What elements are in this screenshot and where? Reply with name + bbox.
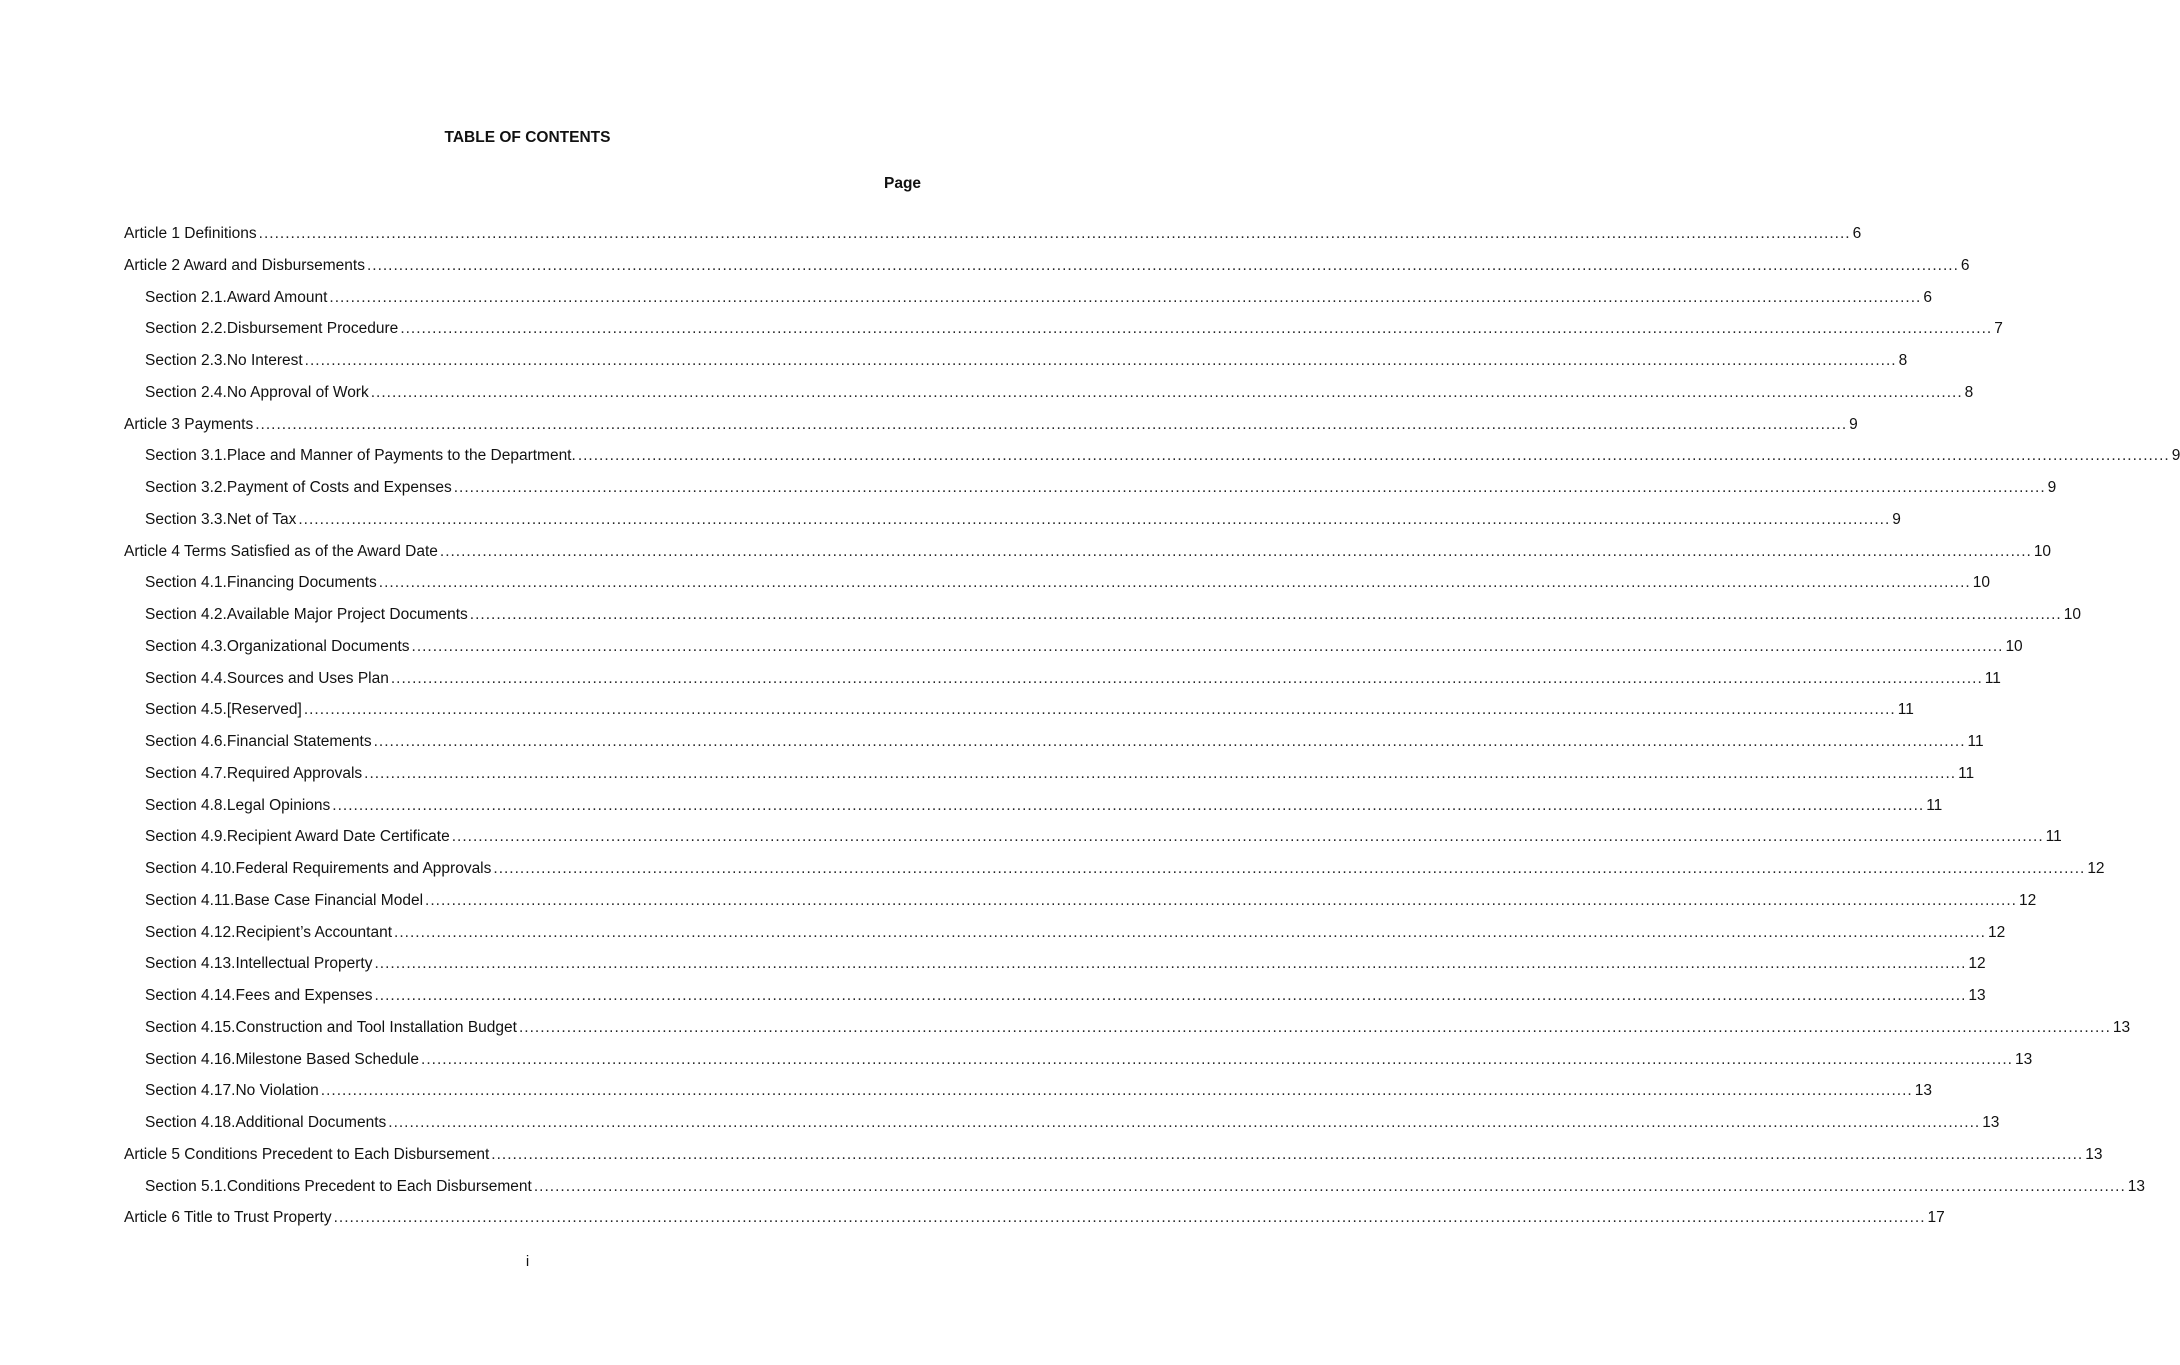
toc-section-entry[interactable] [124,858,2105,890]
entry-page-number: 9 [2047,479,2057,496]
section-number: Section 4.7. [145,764,227,782]
dot-leader: ............................................................................................................................................................................................................................................................................................................ [366,256,1959,274]
entry-title: Construction and Tool Installation Budget [235,1018,517,1036]
entry-page-number: 9 [1892,510,1901,528]
toc-section-entry[interactable] [124,382,1974,414]
section-number: Section 2.4. [145,383,227,401]
entry-page-number: 10 [2063,606,2081,623]
toc-article-entry[interactable] [124,223,1862,255]
entry-title: Payment of Costs and Expenses [226,479,452,496]
entry-title: [Reserved] [226,701,302,719]
section-number: Section 3.3. [145,510,227,528]
entry-title: No Interest [226,352,303,369]
entry-title: Recipient Award Date Certificate [226,828,450,846]
toc-section-entry[interactable] [124,1176,2146,1208]
entry-page-number: 11 [1967,733,1984,750]
entry-page-number: 7 [1994,320,2003,338]
toc-section-entry[interactable] [124,826,2062,858]
entry-page-number: 10 [2033,542,2052,560]
entry-page-number: 13 [2127,1177,2146,1195]
entry-page-number: 13 [1914,1082,1932,1100]
entry-title: Article 2 Award and Disbursements [124,256,365,274]
dot-leader: ............................................................................................................................................................................................................................................................................................................ [388,1114,1981,1131]
dot-leader: ............................................................................................................................................................................................................................................................................................................ [400,320,1993,338]
section-number: Section 4.3. [145,637,227,655]
toc-article-entry[interactable] [124,255,1970,287]
entry-title: Recipient’s Accountant [235,923,393,941]
dot-leader: ............................................................................................................................................................................................................................................................................................................ [425,891,2017,909]
entry-title: Financial Statements [226,733,372,750]
entry-title: Intellectual Property [235,955,373,973]
entry-page-number: 12 [1987,923,2006,941]
dot-leader: ............................................................................................................................................................................................................................................................................................................ [370,383,1963,401]
section-number: Section 2.3. [145,352,227,369]
dot-leader: ............................................................................................................................................................................................................................................................................................................ [303,701,1896,719]
section-number: Section 4.8. [145,796,227,814]
dot-leader: ............................................................................................................................................................................................................................................................................................................ [304,352,1897,369]
toc-section-entry[interactable] [124,668,2001,700]
toc-title: TABLE OF CONTENTS [444,129,611,146]
dot-leader: ............................................................................................................................................................................................................................................................................................................ [439,542,2032,560]
toc-section-entry[interactable] [124,350,1908,382]
entry-title: Base Case Financial Model [234,891,424,909]
dot-leader: ............................................................................................................................................................................................................................................................................................................ [390,669,1983,687]
dot-leader: ............................................................................................................................................................................................................................................................................................................ [451,828,2044,846]
toc-section-entry[interactable] [124,922,2006,954]
section-number: Section 3.1. [145,447,227,465]
toc-article-entry[interactable] [124,414,1858,446]
entry-page-number: 12 [2087,860,2105,877]
toc-article-entry[interactable] [124,541,2052,573]
section-number: Section 4.16. [145,1050,236,1068]
toc-section-entry[interactable] [124,572,1990,604]
entry-page-number: 9 [2171,447,2180,465]
toc-section-entry[interactable] [124,890,2037,922]
section-number: Section 4.14. [145,987,236,1004]
entry-page-number: 13 [2085,1145,2103,1163]
dot-leader: ............................................................................................................................................................................................................................................................................................................ [373,733,1966,750]
entry-page-number: 12 [1968,955,1986,973]
entry-page-number: 6 [1923,288,1932,306]
dot-leader: ............................................................................................................................................................................................................................................................................................................ [518,1018,2111,1036]
section-number: Section 4.9. [145,828,227,846]
section-number: Section 4.17. [145,1082,236,1100]
entry-page-number: 11 [1926,796,1943,814]
toc-section-entry[interactable] [124,636,2023,668]
toc-section-entry[interactable] [124,287,1932,319]
section-number: Section 3.2. [145,479,227,496]
entry-title: Financing Documents [226,574,377,592]
toc-section-entry[interactable] [124,763,1975,795]
dot-leader: ............................................................................................................................................................................................................................................................................................................ [320,1082,1913,1100]
entry-title: Conditions Precedent to Each Disbursement [226,1177,532,1195]
section-number: Section 4.15. [145,1018,236,1036]
entry-page-number: 13 [2112,1018,2131,1036]
toc-section-entry[interactable] [124,795,1943,827]
entry-title: Required Approvals [226,764,363,782]
section-number: Section 2.1. [145,288,227,306]
entry-page-number: 12 [2018,891,2037,909]
entry-title: Additional Documents [235,1114,387,1131]
dot-leader: ............................................................................................................................................................................................................................................................................................................ [411,637,2004,655]
dot-leader: ............................................................................................................................................................................................................................................................................................................ [469,606,2062,623]
section-number: Section 4.18. [145,1114,236,1131]
entry-title: Legal Opinions [226,796,331,814]
toc-section-entry[interactable] [124,985,1986,1017]
dot-leader: ............................................................................................................................................................................................................................................................................................................ [374,955,1967,973]
dot-leader: ............................................................................................................................................................................................................................................................................................................ [298,510,1891,528]
entry-page-number: 6 [1960,256,1970,274]
toc-section-entry[interactable] [124,477,2057,509]
toc-section-entry[interactable] [124,509,1901,541]
entry-title: No Violation [235,1082,319,1100]
section-number: Section 4.10. [145,860,236,877]
toc-article-entry[interactable] [124,1144,2103,1176]
section-number: Section 4.2. [145,606,227,623]
toc-section-entry[interactable] [124,731,1984,763]
toc-section-entry[interactable] [124,1017,2131,1049]
entry-page-number: 8 [1964,383,1974,401]
toc-section-entry[interactable] [124,318,2003,350]
entry-page-number: 11 [2045,828,2062,846]
dot-leader: ............................................................................................................................................................................................................................................................................................................ [533,1177,2126,1195]
section-number: Section 4.12. [145,923,236,941]
section-number: Section 4.1. [145,574,227,592]
section-number: Section 2.2. [145,320,227,338]
entry-page-number: 8 [1898,352,1908,369]
entry-title: Sources and Uses Plan [226,669,389,687]
entry-title: Article 5 Conditions Precedent to Each Disbursement [124,1145,490,1163]
entry-page-number: 10 [2005,637,2023,655]
toc-section-entry[interactable] [124,604,2081,636]
dot-leader: ............................................................................................................................................................................................................................................................................................................ [491,1145,2084,1163]
entry-page-number: 11 [1958,764,1975,782]
dot-leader: ............................................................................................................................................................................................................................................................................................................ [493,860,2086,877]
entry-title: No Approval of Work [226,383,369,401]
entry-title: Net of Tax [226,510,297,528]
dot-leader: ............................................................................................................................................................................................................................................................................................................ [333,1209,1926,1227]
dot-leader: ............................................................................................................................................................................................................................................................................................................ [374,987,1967,1004]
entry-page-number: 11 [1897,701,1914,719]
entry-title: Article 3 Payments [124,415,254,433]
section-number: Section 4.6. [145,733,227,750]
dot-leader: ............................................................................................................................................................................................................................................................................................................ [394,923,1986,941]
dot-leader: ............................................................................................................................................................................................................................................................................................................ [255,415,1848,433]
entry-page-number: 13 [1968,987,1986,1004]
entry-page-number: 11 [1984,669,2001,687]
section-number: Section 4.11. [145,891,235,909]
entry-title: Milestone Based Schedule [235,1050,420,1068]
entry-title: Federal Requirements and Approvals [235,860,492,877]
toc-list [124,223,2180,1239]
entry-title: Article 4 Terms Satisfied as of the Award Date [124,542,438,560]
entry-page-number: 17 [1927,1209,1945,1227]
entry-title: Disbursement Procedure [226,320,399,338]
entry-title: Article 6 Title to Trust Property [124,1209,332,1227]
section-number: Section 4.13. [145,955,236,973]
section-number: Section 4.5. [145,701,227,719]
toc-section-entry[interactable] [124,1080,1932,1112]
toc-section-entry[interactable] [124,953,1986,985]
dot-leader: ............................................................................................................................................................................................................................................................................................................ [421,1050,2013,1068]
entry-title: Article 1 Definitions [124,225,257,242]
page-column-header: Page [884,175,922,192]
entry-page-number: 13 [2014,1050,2033,1068]
dot-leader: ............................................................................................................................................................................................................................................................................................................ [378,574,1971,592]
toc-section-entry[interactable] [124,445,2180,477]
entry-page-number: 10 [1972,574,1990,592]
dot-leader: ............................................................................................................................................................................................................................................................................................................ [258,225,1851,242]
entry-page-number: 9 [1849,415,1858,433]
entry-title: Place and Manner of Payments to the Department. [226,447,576,465]
entry-page-number: 13 [1982,1114,2000,1131]
entry-title: Fees and Expenses [235,987,373,1004]
entry-title: Organizational Documents [226,637,410,655]
dot-leader: ............................................................................................................................................................................................................................................................................................................ [577,447,2170,465]
dot-leader: ............................................................................................................................................................................................................................................................................................................ [453,479,2046,496]
dot-leader: ............................................................................................................................................................................................................................................................................................................ [329,288,1922,306]
section-number: Section 4.4. [145,669,227,687]
section-number: Section 5.1. [145,1177,227,1195]
dot-leader: ............................................................................................................................................................................................................................................................................................................ [332,796,1925,814]
entry-title: Award Amount [226,288,328,306]
toc-section-entry[interactable] [124,1112,2000,1144]
entry-title: Available Major Project Documents [226,606,468,623]
page-number-footer: i [525,1253,530,1270]
toc-section-entry[interactable] [124,699,1914,731]
dot-leader: ............................................................................................................................................................................................................................................................................................................ [364,764,1957,782]
toc-article-entry[interactable] [124,1207,1945,1239]
toc-section-entry[interactable] [124,1049,2033,1081]
entry-page-number: 6 [1852,225,1862,242]
